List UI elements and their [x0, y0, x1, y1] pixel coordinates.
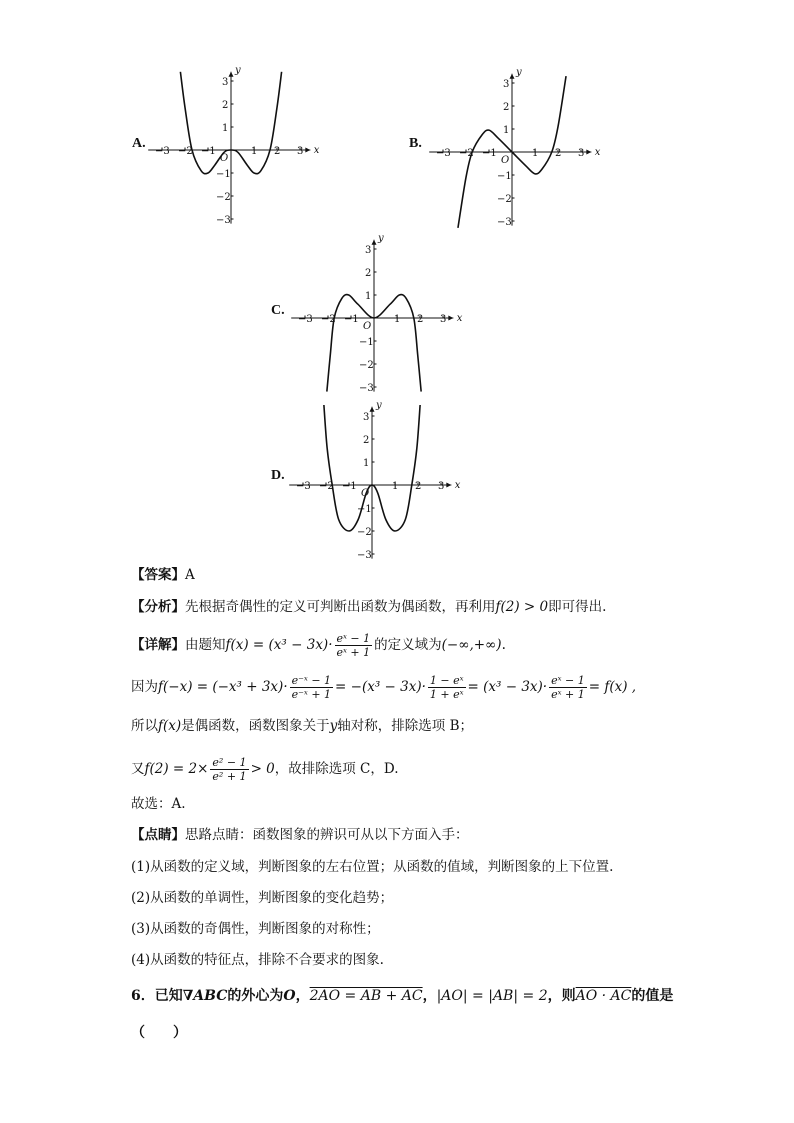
- x-tick-label: −1: [342, 481, 357, 492]
- y-tick-label: 2: [222, 100, 229, 111]
- x-tick-label: 3: [440, 314, 447, 325]
- answer-value: A: [185, 567, 195, 583]
- y-tick-label: −2: [497, 194, 512, 205]
- y-tick-label: −3: [497, 217, 512, 228]
- eq3: = (x³ − 3x)·: [467, 679, 548, 695]
- origin-label: O: [220, 153, 229, 164]
- graph-svg: [151, 64, 320, 235]
- f2-expr: f(2) = 2×: [144, 761, 209, 777]
- y-axis-letter: y: [235, 64, 241, 76]
- f2-den: e² + 1: [212, 770, 247, 783]
- question-6: [131, 986, 673, 1006]
- detail-end: .: [501, 637, 506, 653]
- x-tick-label: −3: [155, 146, 170, 157]
- y-tick-label: 1: [363, 458, 370, 469]
- x-tick-label: −1: [482, 148, 497, 159]
- option-b-label: B.: [409, 136, 422, 151]
- y-tick-label: −1: [359, 337, 374, 348]
- x-axis-letter: x: [313, 145, 320, 156]
- detail-text-1: 由题知: [185, 637, 226, 653]
- q6-text-2: 的外心为: [227, 988, 284, 1004]
- origin-label: O: [501, 155, 510, 166]
- eq3-den: eˣ + 1: [551, 688, 585, 701]
- eq1-fraction: [290, 674, 333, 701]
- eq1-den: e⁻ˣ + 1: [291, 688, 332, 701]
- so-text-3: 轴对称，排除选项 B；: [337, 718, 474, 734]
- so-text-1: 所以: [131, 718, 158, 734]
- graph-svg: [294, 232, 463, 403]
- x-tick-label: −2: [321, 314, 336, 325]
- y-axis-letter: y: [516, 66, 522, 78]
- eq2: = −(x³ − 3x)·: [335, 679, 426, 695]
- tip-2: (2)从函数的单调性，判断图象的变化趋势；: [131, 890, 394, 906]
- y-tick-label: −2: [357, 527, 372, 538]
- analysis-math: f(2) > 0: [495, 599, 549, 615]
- again-line: [131, 756, 399, 783]
- y-tick-label: −2: [359, 360, 374, 371]
- so-fx: f(x): [158, 718, 182, 734]
- x-tick-label: 2: [274, 146, 281, 157]
- tips-tag: 【点睛】: [131, 827, 185, 843]
- q6-norm: |AO| = |AB| = 2: [436, 988, 548, 1004]
- detail-fraction: [335, 632, 373, 659]
- option-d-label: D.: [271, 468, 285, 483]
- x-tick-label: 1: [392, 481, 399, 492]
- answer-line: [131, 565, 195, 585]
- x-axis-arrow: [446, 483, 451, 488]
- analysis-text-1: 先根据奇偶性的定义可判断出函数为偶函数，再利用: [185, 599, 496, 615]
- option-c-label: C.: [271, 303, 285, 318]
- q6-vector-eq: 2AO = AB + AC: [309, 988, 423, 1004]
- q6-text-1: 已知: [154, 988, 183, 1004]
- graph-svg: [292, 399, 461, 570]
- y-axis-arrow: [370, 407, 375, 412]
- detail-function: f(x) = (x³ − 3x)·: [225, 637, 333, 653]
- eq2-fraction: [428, 674, 466, 701]
- x-axis-letter: x: [454, 480, 461, 491]
- x-tick-label: −2: [178, 146, 193, 157]
- origin-label: O: [363, 321, 372, 332]
- eq2-den: 1 + eˣ: [429, 688, 464, 701]
- because-line: [131, 674, 636, 701]
- y-axis-letter: y: [378, 232, 384, 244]
- x-axis-arrow: [305, 148, 310, 153]
- graph-option-b: [432, 66, 601, 237]
- q6-paren: （ ）: [131, 1025, 187, 1041]
- analysis-text-2: 即可得出.: [548, 599, 607, 615]
- tip-3: (3)从函数的奇偶性，判断图象的对称性；: [131, 921, 380, 937]
- x-tick-label: 2: [417, 314, 424, 325]
- y-axis-arrow: [229, 72, 234, 77]
- x-axis-arrow: [448, 316, 453, 321]
- option-a-label: A.: [132, 136, 146, 151]
- x-tick-label: −2: [459, 148, 474, 159]
- eq2-num: 1 − eˣ: [429, 674, 464, 687]
- y-axis-arrow: [372, 240, 377, 245]
- f2-end: > 0: [250, 761, 275, 777]
- because-text: 因为: [131, 679, 158, 695]
- detail-frac-den: eˣ + 1: [336, 646, 371, 659]
- y-tick-label: 3: [503, 79, 510, 90]
- so-line: [131, 716, 473, 736]
- y-tick-label: 1: [365, 291, 372, 302]
- analysis-tag: 【分析】: [131, 599, 185, 615]
- y-axis-arrow: [510, 74, 515, 79]
- again-rest: ，故排除选项 C，D.: [274, 761, 399, 777]
- tips-line: [131, 825, 469, 845]
- answer-tag: 【答案】: [131, 567, 185, 583]
- y-axis-letter: y: [376, 399, 382, 411]
- x-tick-label: 1: [394, 314, 401, 325]
- y-tick-label: −2: [216, 192, 231, 203]
- tip-4: (4)从函数的特征点，排除不合要求的图象.: [131, 952, 384, 968]
- x-tick-label: 1: [251, 146, 258, 157]
- graph-svg: [432, 66, 601, 237]
- q6-sep: ，: [295, 988, 310, 1004]
- y-tick-label: 3: [363, 412, 370, 423]
- y-tick-label: 1: [503, 125, 510, 136]
- eq3-fraction: [549, 674, 587, 701]
- x-tick-label: 1: [532, 148, 539, 159]
- x-tick-label: 2: [415, 481, 422, 492]
- q6-text-3: ，则: [547, 988, 576, 1004]
- x-axis-letter: x: [594, 147, 601, 158]
- y-tick-label: −1: [497, 171, 512, 182]
- y-tick-label: −3: [357, 550, 372, 561]
- f2-num: e² − 1: [212, 756, 247, 769]
- graph-option-d: [292, 399, 461, 570]
- x-tick-label: 3: [438, 481, 445, 492]
- detail-tag: 【详解】: [131, 637, 185, 653]
- eq1: f(−x) = (−x³ + 3x)·: [158, 679, 288, 695]
- so-y: y: [329, 718, 338, 734]
- x-tick-label: −3: [436, 148, 451, 159]
- x-tick-label: −1: [201, 146, 216, 157]
- tip-1: (1)从函数的定义域，判断图象的左右位置；从函数的值域，判断图象的上下位置.: [131, 859, 614, 875]
- again-text: 又: [131, 761, 145, 777]
- origin-label: O: [361, 488, 370, 499]
- x-axis-arrow: [586, 150, 591, 155]
- x-tick-label: −1: [344, 314, 359, 325]
- choose-line: 故选：A.: [131, 796, 186, 812]
- x-tick-label: 2: [555, 148, 562, 159]
- q6-sep-2: ，: [422, 988, 437, 1004]
- x-tick-label: −3: [296, 481, 311, 492]
- graph-option-c: [294, 232, 463, 403]
- y-tick-label: 3: [365, 245, 372, 256]
- x-tick-label: 3: [578, 148, 585, 159]
- detail-frac-num: eˣ − 1: [336, 632, 371, 645]
- graph-option-a: [151, 64, 320, 235]
- analysis-line: [131, 597, 606, 617]
- detail-text-2: 的定义域为: [374, 637, 442, 653]
- y-tick-label: −3: [359, 383, 374, 394]
- x-tick-label: −3: [298, 314, 313, 325]
- eq3-num: eˣ − 1: [551, 674, 585, 687]
- detail-line: [131, 632, 506, 659]
- eq1-num: e⁻ˣ − 1: [291, 674, 332, 687]
- x-tick-label: −2: [319, 481, 334, 492]
- y-tick-label: 2: [503, 102, 510, 113]
- q6-dot: AO · AC: [575, 988, 632, 1004]
- f2-fraction: [210, 756, 248, 783]
- x-tick-label: 3: [297, 146, 304, 157]
- q6-o: O: [283, 988, 296, 1004]
- y-tick-label: −1: [357, 504, 372, 515]
- eq4: = f(x) ,: [588, 679, 637, 695]
- q6-text-4: 的值是: [631, 988, 674, 1004]
- y-tick-label: 3: [222, 77, 229, 88]
- x-axis-letter: x: [456, 313, 463, 324]
- y-tick-label: 2: [363, 435, 370, 446]
- y-tick-label: −1: [216, 169, 231, 180]
- y-tick-label: −3: [216, 215, 231, 226]
- y-tick-label: 1: [222, 123, 229, 134]
- q6-number: 6．: [131, 988, 155, 1004]
- y-tick-label: 2: [365, 268, 372, 279]
- tips-text: 思路点睛：函数图象的辨识可从以下方面入手：: [185, 827, 469, 843]
- so-text-2: 是偶函数，函数图象关于: [181, 718, 330, 734]
- q6-triangle: ∇ABC: [182, 988, 228, 1004]
- detail-domain: (−∞,+∞): [441, 637, 502, 653]
